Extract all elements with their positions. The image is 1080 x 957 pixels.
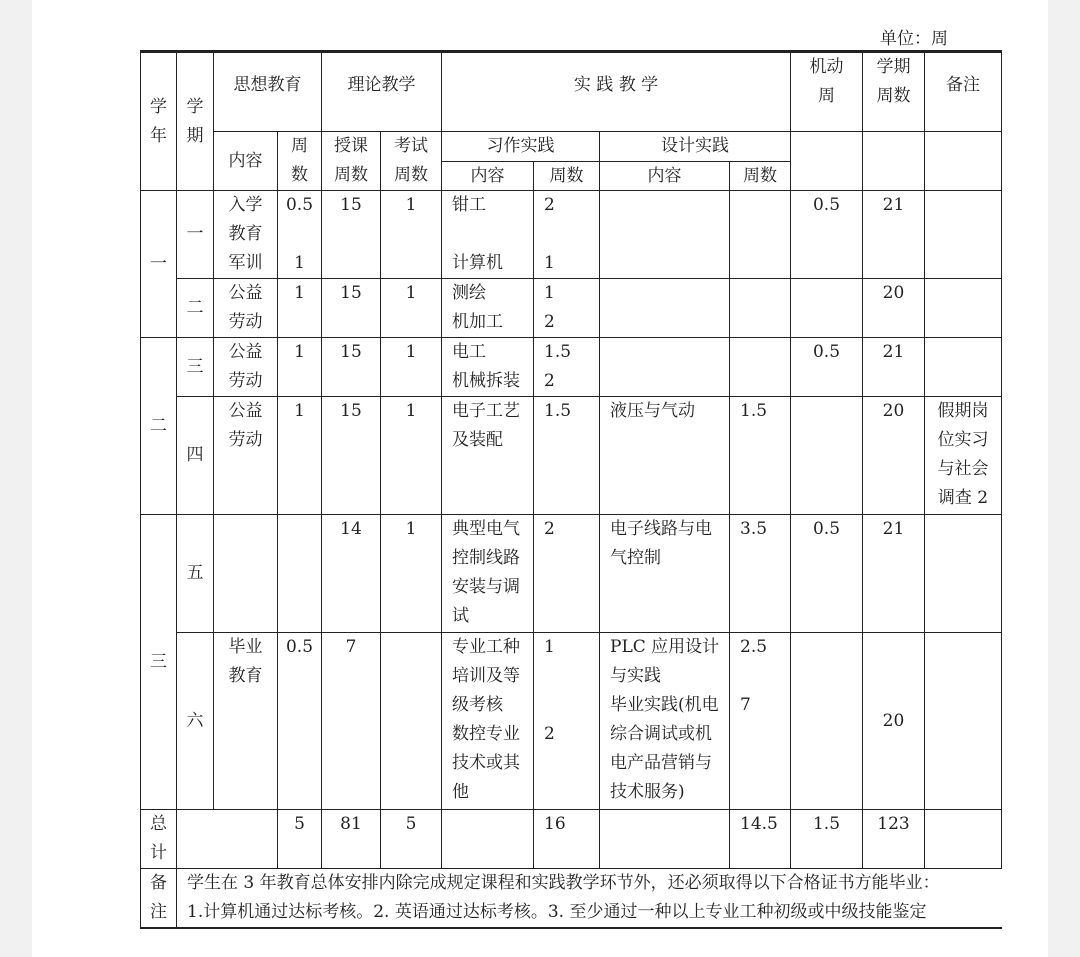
work-content [442, 633, 534, 810]
flex-weeks: 0.5 [791, 338, 863, 397]
ideo-content [214, 338, 278, 397]
note-cell [925, 338, 1002, 397]
text-line: 1 [544, 253, 555, 273]
header-term-weeks-text: 学期周数 [876, 57, 911, 106]
header-exam-weeks-text: 考试周数 [394, 136, 428, 185]
lecture-weeks: 7 [322, 633, 381, 810]
header-design: 设计实践 [600, 132, 791, 162]
text-line: 控制线路 [452, 548, 520, 568]
header-flex-text: 机动周 [809, 57, 844, 106]
ideo-weeks: 1 [278, 338, 322, 397]
note-cell [925, 191, 1002, 279]
ideo-content [214, 191, 278, 279]
lecture-weeks: 15 [322, 338, 381, 397]
text-line: 7 [740, 695, 751, 715]
text-line: 试 [452, 606, 469, 626]
ideo-weeks: 1 [278, 397, 322, 515]
text-line: 1 [294, 253, 305, 273]
text-line: 数控专业 [452, 724, 520, 744]
header-practice: 实 践 教 学 [442, 52, 791, 132]
exam-weeks: 1 [381, 397, 442, 515]
work-weeks [534, 279, 600, 338]
design-weeks [730, 338, 791, 397]
work-content [442, 338, 534, 397]
work-weeks [534, 191, 600, 279]
schedule-table [140, 50, 1002, 929]
text-line: 他 [452, 782, 469, 802]
text-line: 公益 [228, 283, 263, 303]
text-line: 电产品营销与 [610, 753, 712, 773]
lecture-weeks: 15 [322, 397, 381, 515]
summary-total: 123 [863, 810, 925, 869]
header-flex-blank [791, 132, 863, 191]
unit-label: 单位：周 [880, 29, 948, 49]
text-line: 2 [544, 195, 555, 215]
lecture-weeks: 14 [322, 515, 381, 633]
text-line: 专业工种 [452, 637, 520, 657]
footnote-line-1: 学生在 3 年教育总体安排内除完成规定课程和实践教学环节外，还必须取得以下合格证书方能毕业： [187, 873, 940, 893]
text-line: 教育 [228, 224, 263, 244]
summary-note-blank [925, 810, 1002, 869]
term-cell: 五 [177, 515, 214, 633]
summary-ideo-weeks: 5 [278, 810, 322, 869]
text-line: 1.5 [544, 342, 572, 362]
note-cell [925, 397, 1002, 515]
text-line: 与社会 [937, 459, 989, 479]
term-total: 21 [863, 191, 925, 279]
summary-lecture: 81 [322, 810, 381, 869]
summary-blank [177, 810, 278, 869]
exam-weeks: 1 [381, 338, 442, 397]
text-line: 毕业 [228, 637, 263, 657]
term-total: 20 [863, 633, 925, 810]
summary-label [141, 810, 177, 869]
text-line: 机械拆装 [452, 371, 520, 391]
header-ideo-weeks [278, 132, 322, 191]
exam-weeks: 1 [381, 191, 442, 279]
design-weeks [730, 279, 791, 338]
text-line: 气控制 [610, 548, 661, 568]
header-term-text: 学期 [186, 96, 204, 146]
text-line: 2 [544, 371, 555, 391]
text-line: 1 [544, 637, 555, 657]
term-total: 20 [863, 397, 925, 515]
header-work-content: 内容 [442, 161, 534, 191]
term-total: 21 [863, 515, 925, 633]
work-content [442, 191, 534, 279]
header-term [177, 52, 214, 191]
document-page [32, 0, 1048, 957]
ideo-content [214, 515, 278, 633]
text-line: 典型电气 [452, 519, 520, 539]
header-design-weeks: 周数 [730, 161, 791, 191]
term-cell: 一 [177, 191, 214, 279]
work-weeks: 2 [534, 515, 600, 633]
exam-weeks: 1 [381, 515, 442, 633]
note-cell [925, 515, 1002, 633]
text-line: 劳动 [228, 371, 263, 391]
summary-work-blank [442, 810, 534, 869]
text-line: 调查 2 [937, 488, 989, 508]
term-cell: 二 [177, 279, 214, 338]
flex-weeks: 0.5 [791, 515, 863, 633]
text-line: 计算机 [452, 253, 503, 273]
note-cell [925, 633, 1002, 810]
flex-weeks: 0.5 [791, 191, 863, 279]
footnote-label-text: 备注 [150, 873, 167, 922]
flex-weeks [791, 397, 863, 515]
header-lecture-weeks-text: 授课周数 [334, 136, 368, 185]
design-content [600, 279, 730, 338]
header-work-weeks: 周数 [534, 161, 600, 191]
text-line: 毕业实践(机电 [610, 695, 719, 715]
text-line: 入学 [228, 195, 263, 215]
text-line: 钳工 [452, 195, 486, 215]
ideo-content [214, 279, 278, 338]
header-term-weeks-blank [863, 132, 925, 191]
header-ideo-weeks-text: 周数 [291, 136, 308, 185]
flex-weeks [791, 279, 863, 338]
work-weeks [534, 633, 600, 810]
header-note-blank [925, 132, 1002, 191]
design-weeks [730, 191, 791, 279]
term-cell: 四 [177, 397, 214, 515]
text-line: 综合调试或机 [610, 724, 712, 744]
text-line: 劳动 [228, 430, 263, 450]
text-line: 假期岗 [937, 401, 989, 421]
ideo-content [214, 633, 278, 810]
footnote-text [177, 869, 1002, 929]
text-line: 机加工 [452, 312, 503, 332]
text-line: 2.5 [740, 637, 768, 657]
design-weeks: 1.5 [730, 397, 791, 515]
header-year-text: 学年 [150, 96, 167, 146]
text-line: 电子工艺 [452, 401, 520, 421]
header-design-content: 内容 [600, 161, 730, 191]
summary-label-text: 总计 [150, 814, 167, 863]
text-line: 2 [544, 312, 555, 332]
text-line: 技术或其 [452, 753, 520, 773]
summary-design-weeks: 14.5 [730, 810, 791, 869]
text-line: 劳动 [228, 312, 263, 332]
summary-flex: 1.5 [791, 810, 863, 869]
header-year [141, 52, 177, 191]
year-cell: 一 [141, 191, 177, 338]
summary-work-weeks: 16 [534, 810, 600, 869]
text-line: 1 [544, 283, 555, 303]
term-total: 21 [863, 338, 925, 397]
ideo-weeks [278, 191, 322, 279]
design-content [600, 338, 730, 397]
ideo-weeks: 0.5 [278, 633, 322, 810]
text-line: 位实习 [937, 430, 989, 450]
footnote-line-2: 1.计算机通过达标考核。2. 英语通过达标考核。3. 至少通过一种以上专业工种初级或中级技能鉴定 [187, 902, 927, 922]
text-line: 0.5 [285, 195, 314, 215]
text-line: 2 [544, 724, 555, 744]
header-flex [791, 52, 863, 132]
text-line: 及装配 [452, 430, 503, 450]
design-content [600, 633, 730, 810]
text-line: 与实践 [610, 666, 661, 686]
lecture-weeks: 15 [322, 191, 381, 279]
header-lecture-weeks [322, 132, 381, 191]
ideo-content [214, 397, 278, 515]
footnote-label [141, 869, 177, 929]
ideo-weeks: 1 [278, 279, 322, 338]
term-cell: 三 [177, 338, 214, 397]
summary-exam: 5 [381, 810, 442, 869]
text-line: 公益 [228, 342, 263, 362]
design-weeks [730, 633, 791, 810]
text-line: 电子线路与电 [610, 519, 712, 539]
year-cell: 三 [141, 515, 177, 810]
text-line: 公益 [228, 401, 263, 421]
design-content [600, 515, 730, 633]
work-content [442, 397, 534, 515]
design-content: 液压与气动 [600, 397, 730, 515]
header-exam-weeks [381, 132, 442, 191]
text-line: 培训及等 [452, 666, 520, 686]
flex-weeks [791, 633, 863, 810]
term-cell: 六 [177, 633, 214, 810]
text-line: 电工 [452, 342, 486, 362]
design-weeks: 3.5 [730, 515, 791, 633]
text-line: 技术服务) [610, 782, 685, 802]
ideo-weeks [278, 515, 322, 633]
work-content [442, 279, 534, 338]
exam-weeks: 1 [381, 279, 442, 338]
text-line: 安装与调 [452, 577, 520, 597]
term-total: 20 [863, 279, 925, 338]
text-line: 军训 [228, 253, 263, 273]
summary-design-blank [600, 810, 730, 869]
work-weeks: 1.5 [534, 397, 600, 515]
header-theory: 理论教学 [322, 52, 442, 132]
work-content [442, 515, 534, 633]
work-weeks [534, 338, 600, 397]
text-line: 级考核 [452, 695, 503, 715]
text-line: 教育 [228, 666, 263, 686]
text-line: PLC 应用设计 [610, 637, 720, 657]
lecture-weeks: 15 [322, 279, 381, 338]
header-workshop: 习作实践 [442, 132, 600, 162]
text-line: 测绘 [452, 283, 486, 303]
year-cell: 二 [141, 338, 177, 515]
design-content [600, 191, 730, 279]
header-ideology: 思想教育 [214, 52, 322, 132]
header-note: 备注 [925, 52, 1002, 132]
header-term-weeks [863, 52, 925, 132]
header-ideo-content: 内容 [214, 132, 278, 191]
note-cell [925, 279, 1002, 338]
exam-weeks [381, 633, 442, 810]
